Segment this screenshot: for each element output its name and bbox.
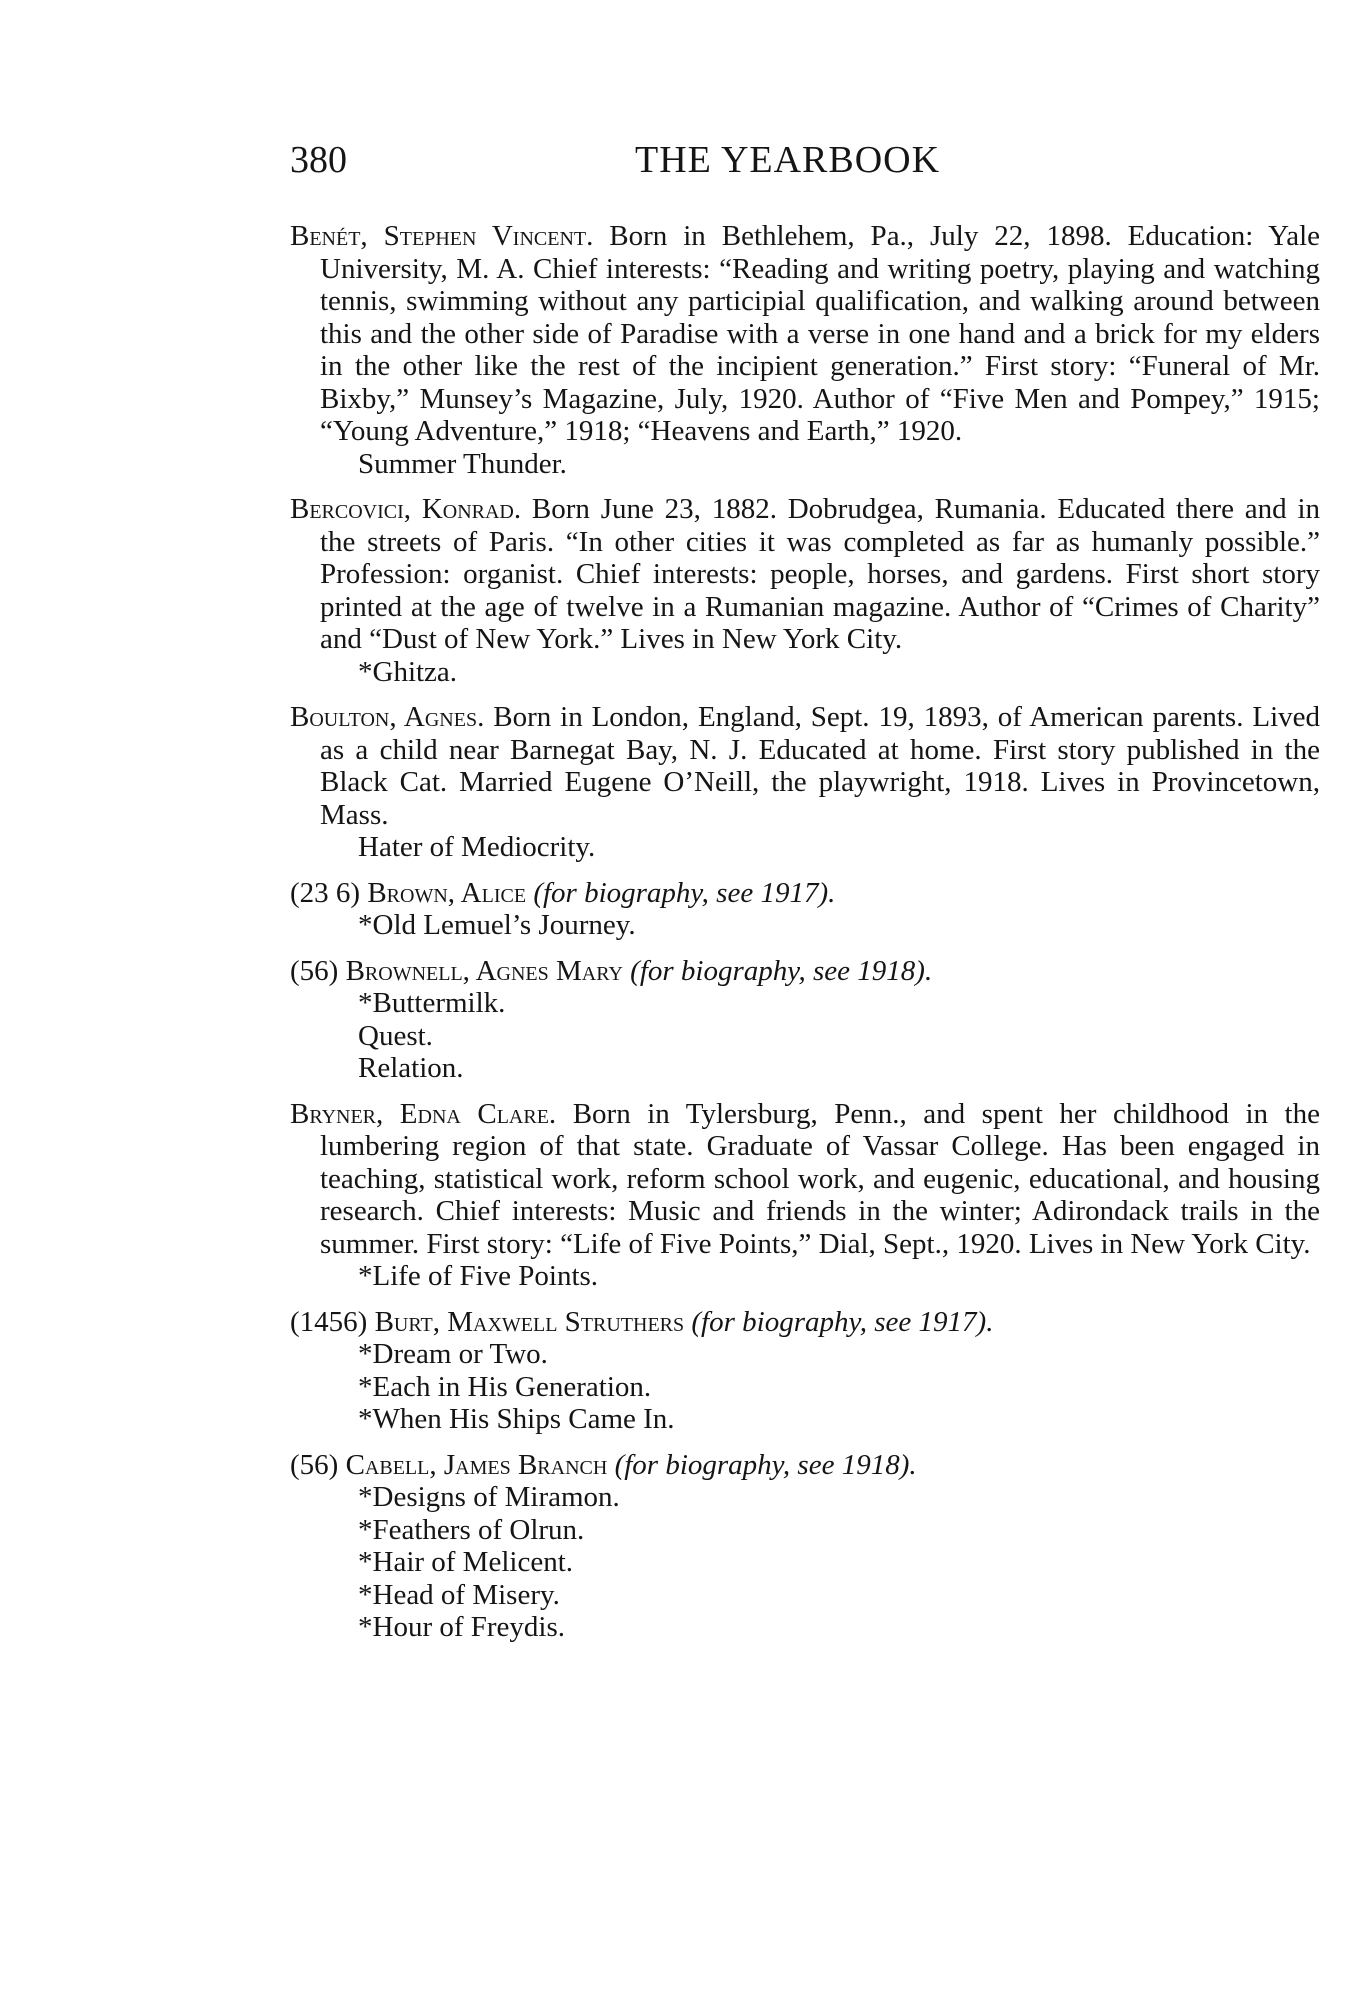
page-body — [290, 220, 1320, 1657]
story-title: *Each in His Generation. — [358, 1370, 652, 1403]
author-name: Burt, Maxwell Struthers — [374, 1305, 685, 1338]
biography-text: Born June 23, 1882. Dobrudgea, Rumania. Educated there and in the streets of Paris. “In other cities it was completed as far as humanly possible.” Profession: organist. Chief interests: people, horses, and gardens. First short story printed at the age of twelve in a Rumanian magazine. Author of “Crimes of Charity” and “Dust of New York.” Lives in New York City. — [320, 493, 1320, 655]
biography-reference: (for biography, see 1917). — [684, 1305, 994, 1338]
running-header — [290, 138, 1320, 198]
story-title: *Life of Five Points. — [358, 1260, 599, 1292]
entry-biography — [290, 493, 1320, 656]
story-title: *Buttermilk. — [358, 987, 506, 1019]
entry-boulton — [290, 701, 1320, 864]
entry-benet — [290, 220, 1320, 480]
entry-heading — [290, 955, 1320, 988]
entry-biography — [290, 701, 1320, 831]
story-count-prefix: (1456) — [290, 1305, 375, 1338]
story-title: *Designs of Miramon. — [358, 1481, 620, 1513]
author-name: Bryner, Edna Clare. — [290, 1097, 557, 1130]
story-title: *Ghitza. — [358, 655, 458, 688]
entry-brownell — [290, 955, 1320, 1085]
story-title: *Head of Misery. — [358, 1578, 560, 1611]
biography-text: Born in London, England, Sept. 19, 1893, of American parents. Lived as a child near Barnegat Bay, N. J. Educated at home. First story published in the Black Cat. Married Eugene O’Neill, the playwright, 1918. Lives in Provincetown, Mass. — [320, 701, 1320, 831]
biography-text: Born in Tylersburg, Penn., and spent her childhood in the lumbering region of that state. Graduate of Vassar College. Has been engaged in teaching, statistical work, reform school work, and eugenic, educational, and housing research. Chief interests: Music and friends in the winter; Adirondack trails in the summer. First story: “Life of Five Points,” Dial, Sept., 1920. Lives in New York City. — [320, 1097, 1320, 1260]
story-title: *Hour of Freydis. — [358, 1611, 566, 1643]
story-count-prefix: (23 6) — [290, 876, 368, 909]
story-title: *When His Ships Came In. — [358, 1403, 675, 1435]
story-count-prefix: (56) — [290, 954, 346, 987]
entry-heading — [290, 877, 1320, 910]
entry-heading — [290, 1306, 1320, 1339]
entry-heading — [290, 1449, 1320, 1482]
story-title: *Feathers of Olrun. — [358, 1513, 585, 1546]
author-name: Cabell, James Branch — [345, 1448, 608, 1481]
biography-reference: (for biography, see 1917). — [526, 876, 836, 909]
entry-brown — [290, 877, 1320, 942]
author-name: Brown, Alice — [367, 876, 527, 909]
story-title: *Old Lemuel’s Journey. — [358, 909, 636, 941]
story-title: Relation. — [358, 1052, 464, 1084]
story-title: *Hair of Melicent. — [358, 1546, 574, 1578]
author-name: Bercovici, Konrad. — [290, 493, 522, 525]
biography-text: Born in Bethlehem, Pa., July 22, 1898. Education: Yale University, M. A. Chief interests: “Reading and writing poetry, playing and watching tennis, swimming without any participial qualification, and walking around between this and the other side of Paradise with a verse in one hand and a brick for my elders in the other like the rest of the incipient generation.” First story: “Funeral of Mr. Bixby,” Munsey’s Magazine, July, 1920. Author of “Five Men and Pompey,” 1915; “Young Adventure,” 1918; “Heavens and Earth,” 1920. — [320, 220, 1321, 447]
page-number: 380 — [290, 139, 347, 181]
author-name: Brownell, Agnes Mary — [345, 954, 623, 987]
entry-biography — [290, 220, 1320, 448]
entry-cabell — [290, 1449, 1320, 1644]
biography-reference: (for biography, see 1918). — [622, 954, 933, 987]
story-title: *Dream or Two. — [358, 1338, 548, 1370]
running-title: THE YEARBOOK — [635, 139, 941, 181]
biography-reference: (for biography, see 1918). — [607, 1448, 917, 1481]
author-name: Benét, Stephen Vincent. — [290, 220, 594, 252]
entry-biography — [290, 1098, 1320, 1261]
story-title: Hater of Mediocrity. — [358, 831, 596, 863]
story-count-prefix: (56) — [290, 1448, 346, 1481]
entry-burt — [290, 1306, 1320, 1436]
entry-bryner — [290, 1098, 1320, 1293]
entry-bercovici — [290, 493, 1320, 688]
story-title: Quest. — [358, 1019, 433, 1052]
story-title: Summer Thunder. — [358, 447, 567, 480]
author-name: Boulton, Agnes. — [290, 701, 485, 733]
